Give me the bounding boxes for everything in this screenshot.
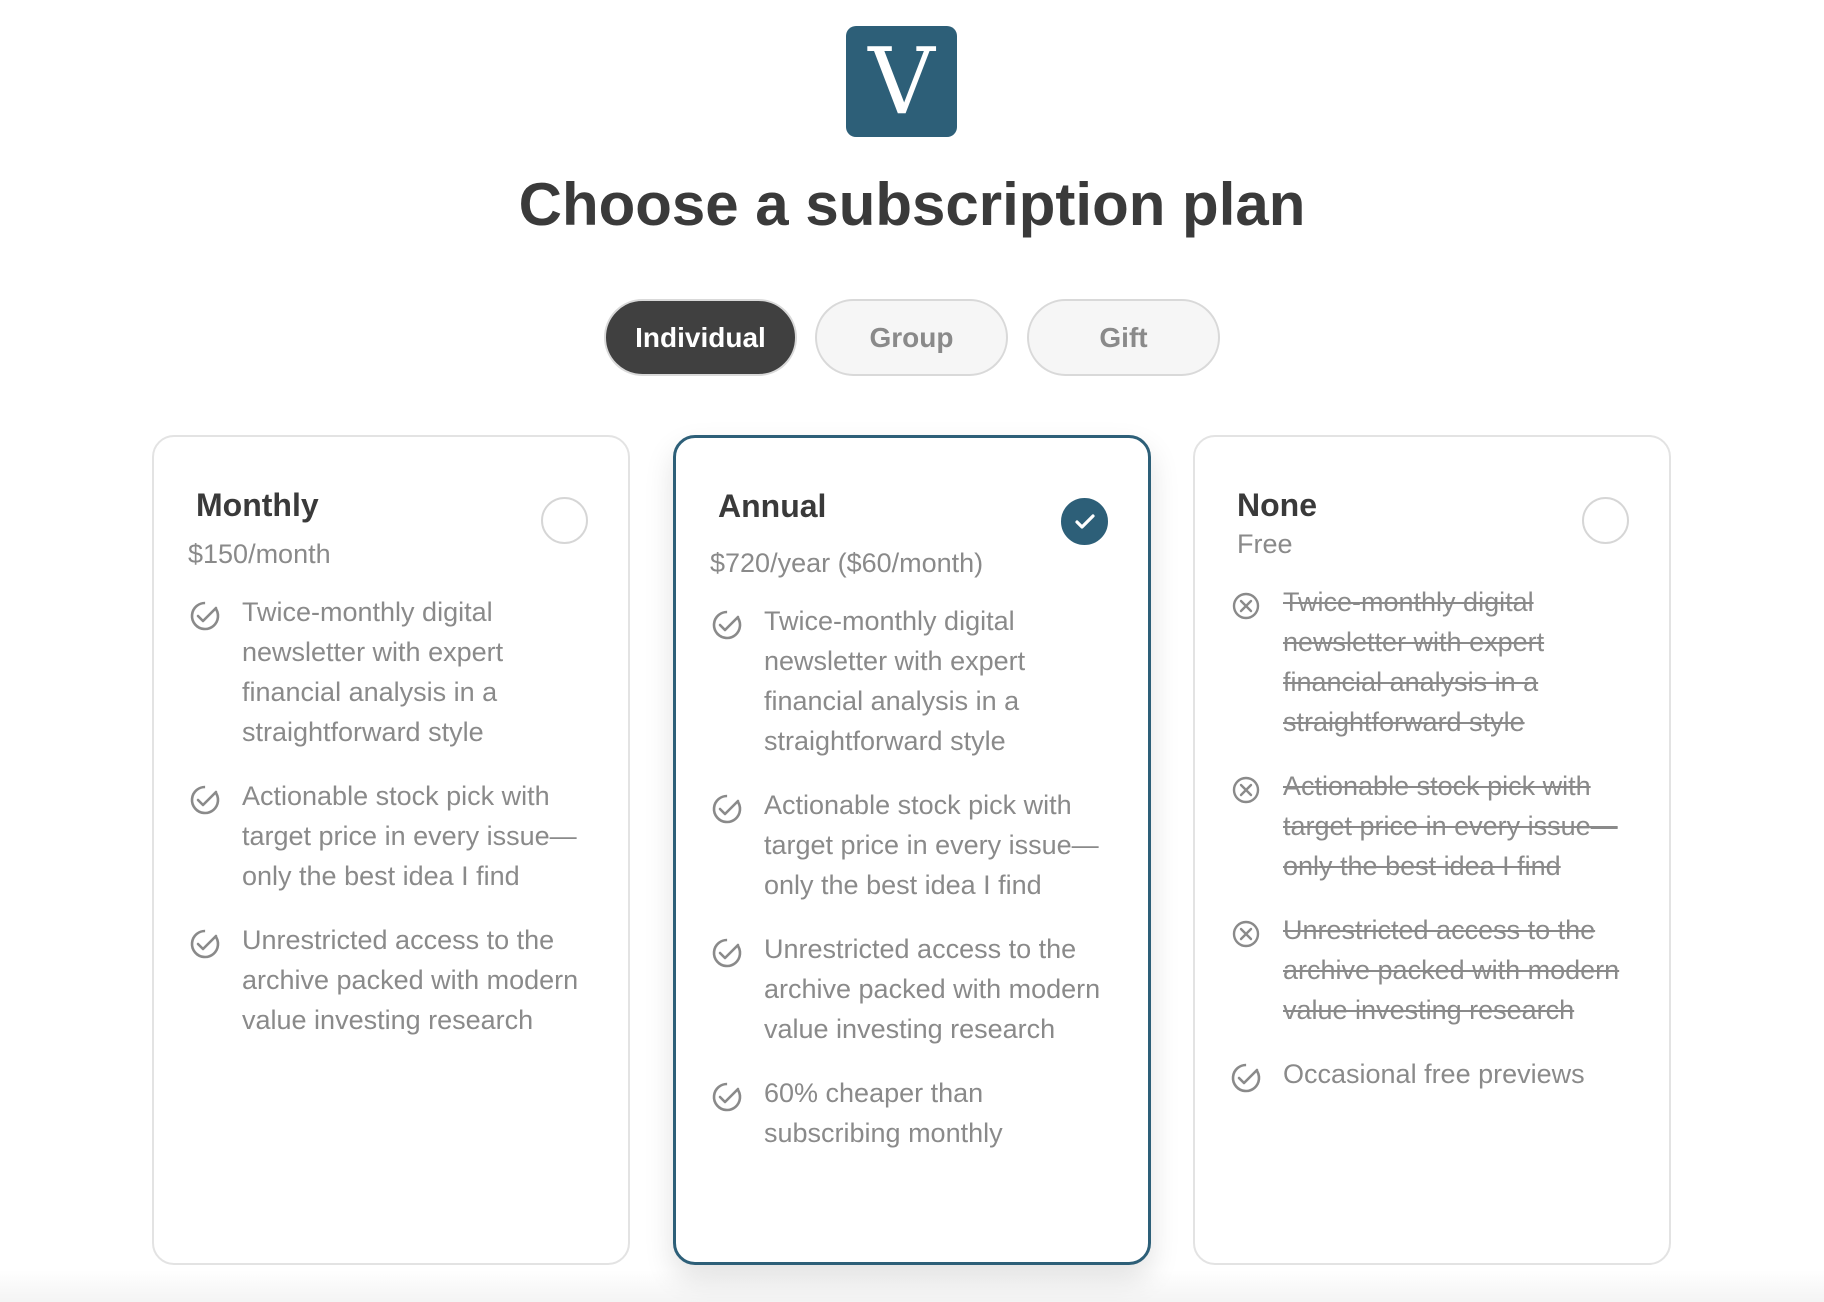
logo-letter: V	[868, 27, 935, 135]
feature-text: Twice-monthly digital newsletter with expert financial analysis in a straightforward style	[242, 597, 504, 747]
feature-text: Unrestricted access to the archive packed with modern value investing research	[764, 934, 1101, 1044]
feature-item	[1237, 910, 1629, 1030]
feature-item	[196, 592, 588, 752]
logo	[846, 26, 957, 137]
feature-text: Twice-monthly digital newsletter with expert financial analysis in a straightforward style	[1283, 587, 1545, 737]
plan-name: None	[1237, 487, 1317, 523]
feature-item	[718, 601, 1108, 761]
check-circle-icon	[1229, 1061, 1263, 1095]
plan-card-monthly[interactable]	[152, 435, 630, 1265]
plan-card-none[interactable]	[1193, 435, 1671, 1265]
tab-group[interactable]: Group	[815, 299, 1008, 376]
feature-text: Actionable stock pick with target price in every issue—only the best idea I find	[764, 790, 1099, 900]
check-circle-icon	[188, 599, 222, 633]
feature-item	[1237, 582, 1629, 742]
x-circle-icon	[1229, 773, 1263, 807]
tab-individual[interactable]: Individual	[604, 299, 797, 376]
check-icon	[1072, 509, 1098, 535]
feature-text: Occasional free previews	[1283, 1059, 1585, 1089]
feature-text: Actionable stock pick with target price in every issue—only the best idea I find	[1283, 771, 1618, 881]
check-circle-icon	[710, 936, 744, 970]
tab-gift[interactable]: Gift	[1027, 299, 1220, 376]
feature-item	[1237, 1054, 1629, 1095]
x-circle-icon	[1229, 589, 1263, 623]
check-circle-icon	[710, 792, 744, 826]
feature-text: Unrestricted access to the archive packed with modern value investing research	[242, 925, 579, 1035]
feature-item	[1237, 766, 1629, 886]
plan-price: Free	[1237, 529, 1293, 559]
feature-item	[196, 776, 588, 896]
plan-card-annual[interactable]	[673, 435, 1151, 1265]
check-circle-icon	[188, 783, 222, 817]
plan-name: Annual	[718, 488, 827, 524]
plan-radio[interactable]	[541, 497, 588, 544]
x-circle-icon	[1229, 917, 1263, 951]
feature-item	[718, 1073, 1108, 1153]
feature-item	[196, 920, 588, 1040]
plan-radio[interactable]	[1582, 497, 1629, 544]
check-circle-icon	[710, 1080, 744, 1114]
feature-item	[718, 785, 1108, 905]
page-title: Choose a subscription plan	[518, 171, 1306, 238]
check-circle-icon	[188, 927, 222, 961]
feature-text: Twice-monthly digital newsletter with expert financial analysis in a straightforward style	[764, 606, 1026, 756]
plan-radio-checked[interactable]	[1061, 498, 1108, 545]
feature-text: 60% cheaper than subscribing monthly	[764, 1078, 1003, 1148]
feature-text: Actionable stock pick with target price in every issue—only the best idea I find	[242, 781, 577, 891]
plan-price: $720/year ($60/month)	[710, 548, 984, 578]
feature-item	[718, 929, 1108, 1049]
check-circle-icon	[710, 608, 744, 642]
feature-text: Unrestricted access to the archive packed with modern value investing research	[1283, 915, 1620, 1025]
plan-name: Monthly	[196, 487, 319, 523]
plan-price: $150/month	[188, 539, 331, 569]
